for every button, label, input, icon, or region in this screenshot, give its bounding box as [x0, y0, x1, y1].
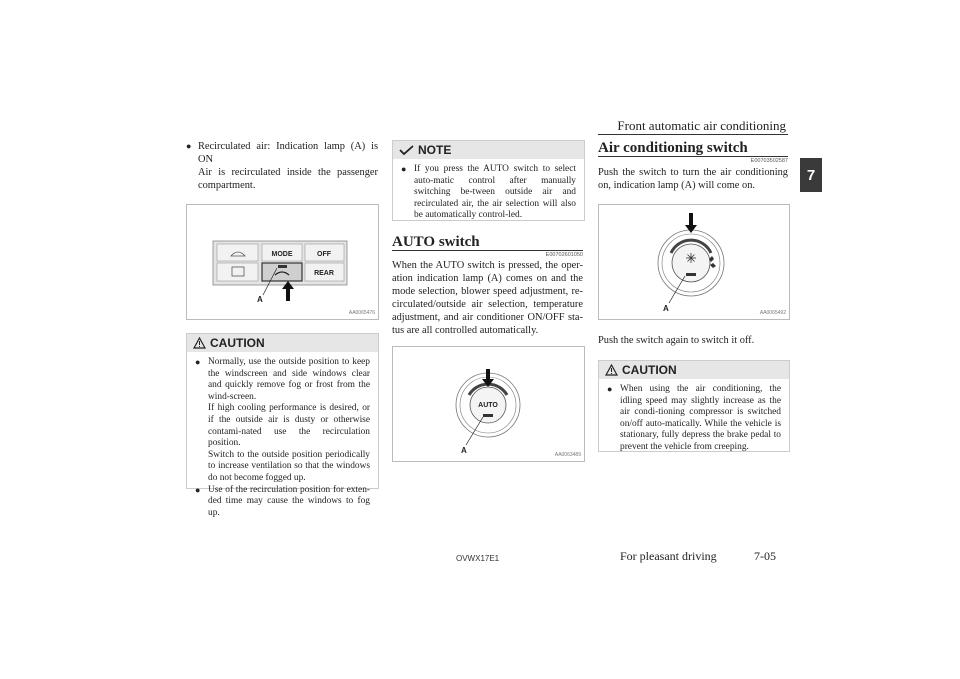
callout-a: A [461, 446, 467, 455]
caution-item: ● When using the air conditioning, the idling speed may slightly increase as the air condi-tioning compressor is switched on/off auto-matically. While the vehicle is stationary, fully depress the brake pedal to prevent the vehicle from creeping. [607, 384, 781, 454]
chapter-tab: 7 [800, 158, 822, 192]
note-body [393, 159, 584, 228]
caution-item [195, 357, 370, 485]
caution-header [187, 334, 378, 352]
callout-a: A [663, 304, 669, 313]
ac-switch-off-text: Push the switch again to switch it off. [598, 335, 755, 346]
caution-heading: CAUTION [622, 363, 677, 377]
caution-item [195, 485, 370, 520]
page-number: 7-05 [754, 549, 776, 563]
caution-para: Switch to the outside position periodically to increase ventilation so that the windows do not become fogged up. [208, 449, 370, 483]
caution-para: ● Use of the recirculation position for exten-ded time may cause the windows to fog up. [208, 484, 370, 518]
recirc-bullet-text: Recirculated air: Indication lamp (A) is ON [198, 141, 378, 165]
warning-triangle-icon [605, 364, 618, 376]
bullet-item [186, 140, 378, 192]
caution-header [599, 361, 789, 379]
recirc-panel-illustration [187, 205, 378, 319]
figure-code: AA0065492 [759, 310, 786, 316]
ac-switch-code: E00703502587 [750, 158, 788, 164]
footer-section-name: For pleasant driving [620, 549, 717, 563]
note-header [393, 141, 584, 159]
figure-label-rear: REAR [314, 270, 334, 277]
auto-switch-body: When the AUTO switch is pressed, the oper-ation indication lamp (A) comes on and the mode selection, blower speed adjustment, re-circulated/outside air selection, temperature adjustment, and air conditioner ON/OFF sta-tus are all controlled automatically. [392, 260, 583, 336]
auto-switch-title: AUTO switch [392, 234, 480, 250]
caution-body [599, 379, 789, 460]
figure-ac-switch [598, 204, 790, 320]
figure-label-off: OFF [317, 251, 331, 258]
ac-switch-body: Push the switch to turn the air conditioning on, indication lamp (A) will come on. [598, 167, 788, 191]
header-rule [598, 134, 788, 135]
caution-para: ● Normally, use the outside position to keep the windscreen and side windows clear and quickly remove fog or frost from the wind-screen. [208, 357, 370, 402]
warning-triangle-icon [193, 337, 206, 349]
check-note-icon [399, 145, 414, 156]
caution-box-1 [186, 333, 379, 518]
caution-body [187, 352, 378, 525]
auto-switch-illustration [393, 347, 584, 461]
col1-text [186, 140, 378, 192]
indicator-lamp-a [686, 273, 696, 276]
auto-switch-code: E00702601050 [545, 252, 583, 258]
callout-a: A [257, 295, 263, 304]
figure-auto-switch [392, 346, 585, 462]
note-item: ● If you press the AUTO switch to select auto-matic control after manually switching be-tween outside air and recirculated air, the air selection will also be automatically control-led. [401, 164, 576, 222]
footer-doc-code: OVWX17E1 [456, 554, 500, 563]
indicator-lamp-a [483, 414, 493, 417]
section-rule [598, 156, 788, 157]
running-header: Front automatic air conditioning [617, 118, 786, 133]
caution-para: If high cooling performance is desired, or if the outside air is dusty or otherwise contami-nated use the recirculation position. [208, 403, 370, 449]
recirc-bullet-cont: Air is recirculated inside the passenger compartment. [198, 167, 378, 191]
caution-heading: CAUTION [210, 336, 265, 350]
caution-box-2 [598, 360, 790, 452]
figure-code: AA0065476 [348, 310, 375, 316]
section-rule [392, 250, 583, 251]
note-box [392, 140, 585, 221]
figure-code: AA0063489 [554, 452, 581, 458]
snowflake-icon [686, 253, 696, 263]
ac-switch-illustration [599, 205, 789, 319]
figure-label-auto: AUTO [478, 402, 498, 409]
figure-recirc-panel [186, 204, 379, 320]
indicator-lamp-a [278, 265, 287, 268]
ac-switch-title: Air conditioning switch [598, 140, 748, 156]
figure-label-mode: MODE [271, 251, 293, 258]
note-heading: NOTE [418, 143, 452, 157]
